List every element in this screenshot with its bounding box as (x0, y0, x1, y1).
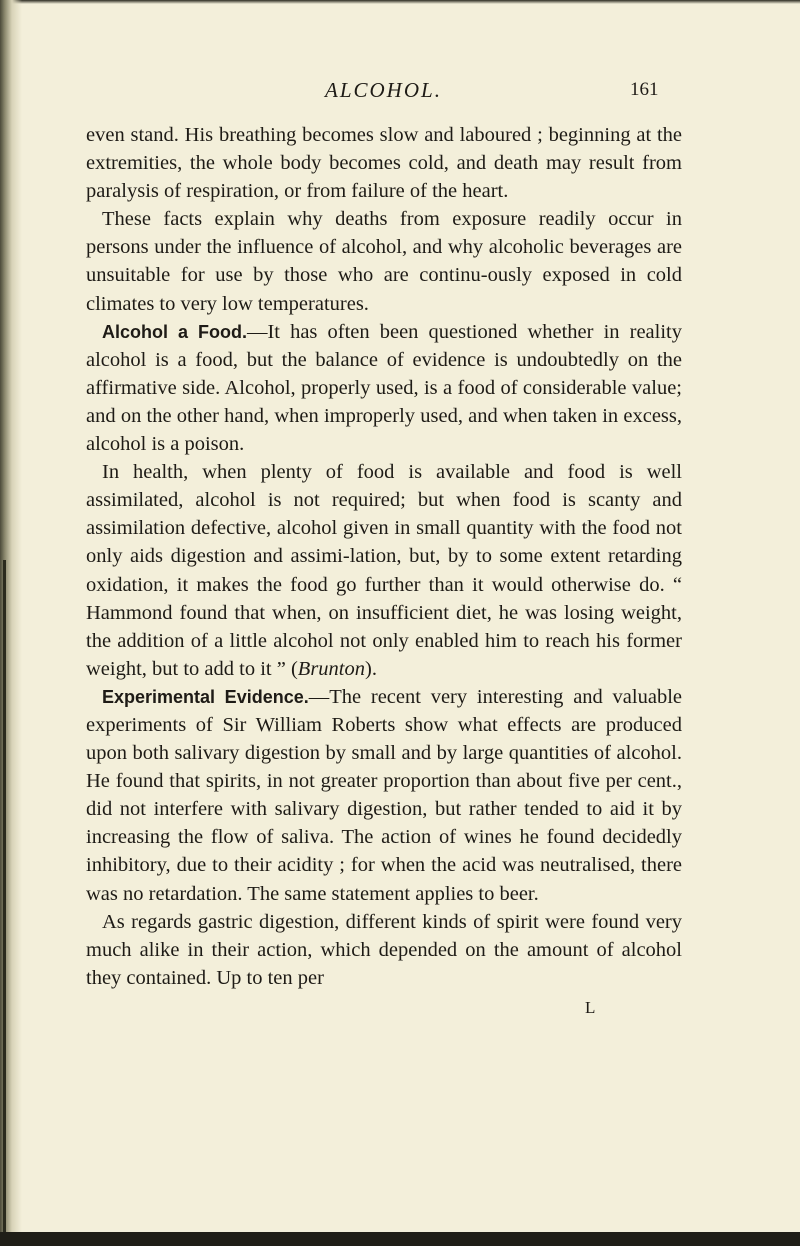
paragraph-3 (86, 318, 682, 458)
running-title: ALCOHOL. (325, 78, 442, 102)
page-top-edge (0, 0, 800, 4)
side-heading: Alcohol a Food. (102, 321, 247, 342)
citation: Brunton (297, 657, 365, 680)
signature-mark: L (585, 998, 596, 1017)
paragraph-text: As regards gastric digestion, different kinds of spirit were found very much alike in their action, which depended on the amount of alcohol they contained. Up to ten per (86, 910, 682, 989)
paragraph-text: even stand. His breathing becomes slow and laboured ; beginning at the extremities, the whole body becomes cold, and death may result from paralysis of respiration, or from failure of the heart. (86, 124, 682, 203)
paragraph-5 (86, 683, 682, 908)
page-bottom-edge (0, 1232, 800, 1246)
side-heading: Experimental Evidence. (102, 686, 309, 707)
paragraph-6 (86, 908, 682, 992)
paragraph-1 (86, 121, 682, 205)
body-text (86, 121, 682, 992)
paragraph-text: In health, when plenty of food is available and food is well assimilated, alcohol is not required; but when food is scanty and assimilation defective, alcohol given in small quantity with the food not only aids digestion and assimi-lation, but, by to some extent retarding oxidation, it makes the food go further than it would otherwise do. “ Hammond found that when, on insufficient diet, he was losing weight, the addition of a little alcohol not only enabled him to reach his former weight, but to add to it ” ( (86, 461, 682, 680)
paragraph-2 (86, 205, 682, 317)
paragraph-text: —It has often been questioned whether in reality alcohol is a food, but the balance of evidence is undoubtedly on the affirmative side. Alcohol, properly used, is a food of considerable value; and on the other hand, when improperly used, and when taken in excess, alcohol is a poison. (86, 320, 682, 456)
paragraph-text: ). (365, 657, 377, 680)
paragraph-4 (86, 458, 682, 683)
page-number: 161 (630, 79, 659, 100)
binding-edge-line (3, 560, 6, 1246)
paragraph-text: These facts explain why deaths from exposure readily occur in persons under the influence of alcohol, and why alcoholic beverages are unsuitable for use by those who are continu-ously exposed in cold climates to very low temperatures. (86, 208, 682, 315)
paragraph-text: —The recent very interesting and valuable experiments of Sir William Roberts show what effects are produced upon both salivary digestion by small and by large quantities of alcohol. He found that spirits, in not greater proportion than about five per cent., did not interfere with salivary digestion, but rather tended to aid it by increasing the flow of saliva. The action of wines he found decidedly inhibitory, due to their acidity ; for when the acid was neutralised, there was no retardation. The same statement applies to beer. (86, 685, 682, 905)
